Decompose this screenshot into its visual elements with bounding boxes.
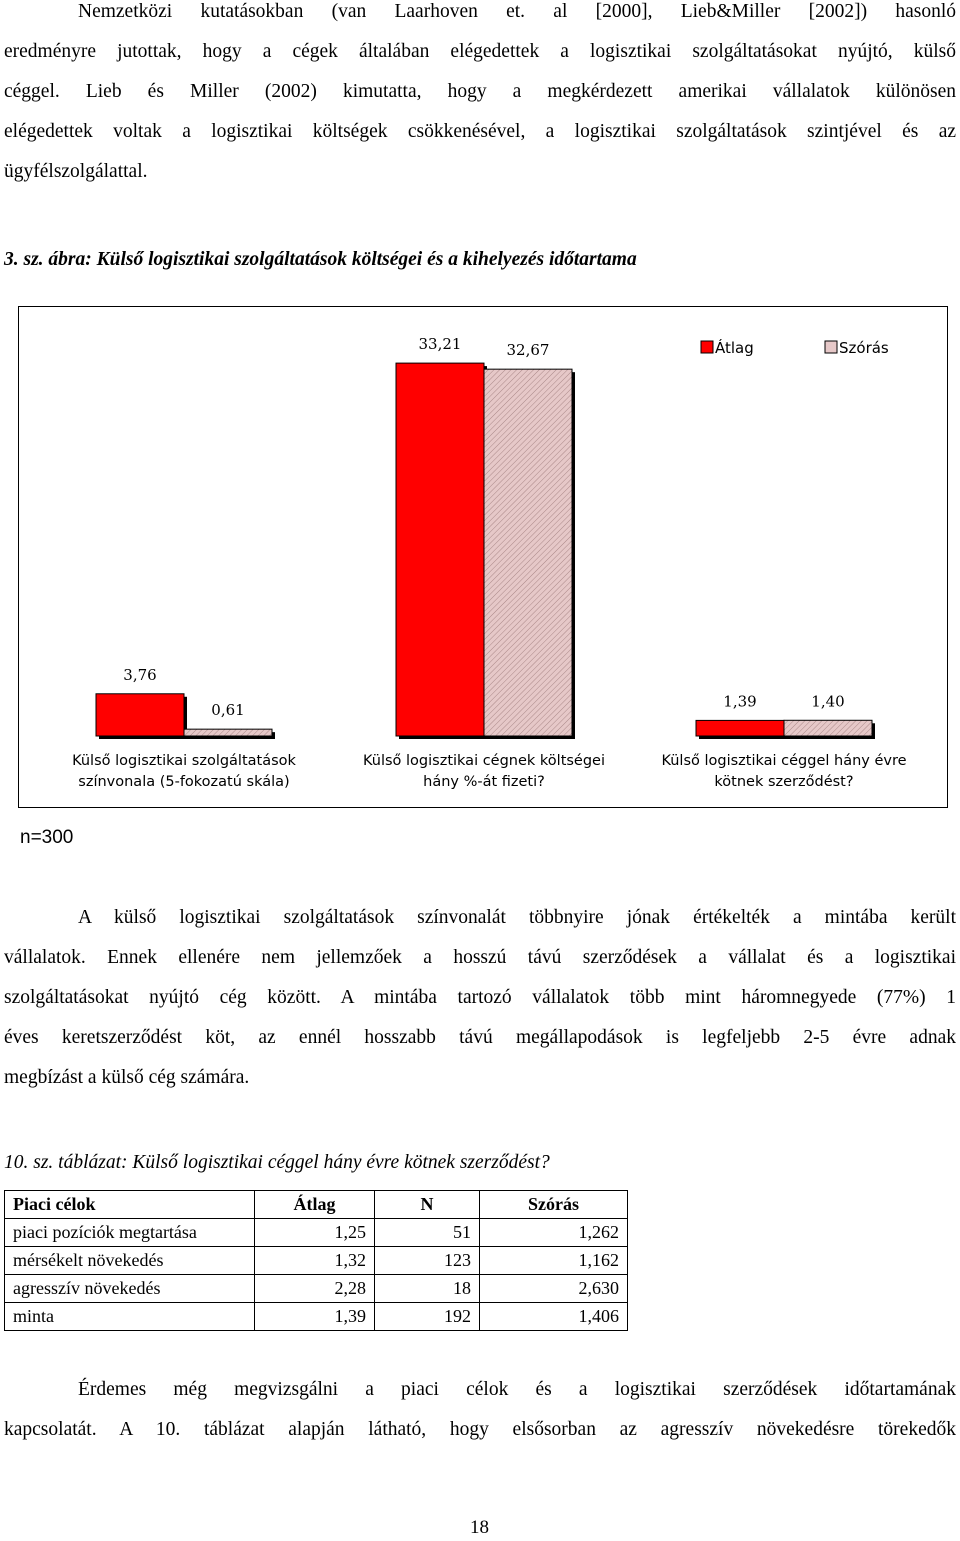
category-label-2: hány %-át fizeti?: [423, 774, 545, 790]
bar-atlag-2: [396, 363, 484, 736]
para2-line-1: A külső logisztikai szolgáltatások színvonalát többnyire jónak értékelték a mintába került: [78, 907, 956, 928]
table-row: [5, 1219, 628, 1247]
legend-label-atlag: Átlag: [715, 339, 754, 357]
table-cell: 1,32: [255, 1247, 375, 1275]
data-label-szoras-1: 0,61: [211, 701, 245, 720]
table-cell: 1,406: [480, 1303, 628, 1331]
legend-label-szoras: Szórás: [839, 339, 889, 357]
page-number: 18: [470, 1517, 489, 1538]
table-cell: 2,630: [480, 1275, 628, 1303]
para1-line-4: elégedettek voltak a logisztikai költségek csökkenésével, a logisztikai szolgáltatások szintjével és az: [4, 121, 956, 142]
legend-swatch-atlag: [701, 341, 713, 353]
category-label-3: Külső logisztikai céggel hány évre: [661, 753, 907, 769]
para3-line-1: Érdemes még megvizsgálni a piaci célok és a logisztikai szerződések időtartamának: [78, 1379, 956, 1400]
legend-swatch-szoras: [825, 341, 837, 353]
paragraph-3: [4, 1370, 956, 1450]
table-header-row: [5, 1191, 628, 1219]
table-row: [5, 1303, 628, 1331]
table-cell: 123: [375, 1247, 480, 1275]
data-table: [4, 1190, 628, 1331]
table-cell: mérsékelt növekedés: [5, 1247, 255, 1275]
para1-line-5: ügyfélszolgálattal.: [4, 161, 148, 182]
figure-caption: 3. sz. ábra: Külső logisztikai szolgáltatások költségei és a kihelyezés időtartama: [4, 249, 637, 270]
category-label-1: színvonala (5-fokozatú skála): [78, 774, 290, 790]
table-row: [5, 1247, 628, 1275]
table-cell: agresszív növekedés: [5, 1275, 255, 1303]
table-cell: 1,39: [255, 1303, 375, 1331]
para3-line-2: kapcsolatát. A 10. táblázat alapján látható, hogy elsősorban az agresszív növekedésre törekedők: [4, 1419, 956, 1440]
para2-line-5: megbízást a külső cég számára.: [4, 1067, 250, 1088]
table-cell: minta: [5, 1303, 255, 1331]
chart-frame: [18, 306, 948, 808]
data-label-szoras-2: 32,67: [506, 341, 550, 360]
para2-line-4: éves keretszerződést köt, az ennél hosszabb távú megállapodások is legfeljebb 2-5 évre adnak: [4, 1027, 956, 1048]
table-cell: piaci pozíciók megtartása: [5, 1219, 255, 1247]
para1-line-3: céggel. Lieb és Miller (2002) kimutatta, hogy a megkérdezett amerikai vállalatok különösen: [4, 81, 956, 102]
category-label-3: kötnek szerződést?: [714, 774, 854, 790]
bar-atlag-3: [696, 720, 784, 736]
table-cell: 1,162: [480, 1247, 628, 1275]
para2-line-3: szolgáltatásokat nyújtó cég között. A mintába tartozó vállalatok több mint háromnegyede (77%) 1: [4, 987, 956, 1008]
table-cell: 192: [375, 1303, 480, 1331]
para2-line-2: vállalatok. Ennek ellenére nem jellemzőek a hosszú távú szerződések a vállalat és a logisztikai: [4, 947, 956, 968]
data-label-szoras-3: 1,40: [811, 692, 845, 711]
data-label-atlag-2: 33,21: [418, 335, 462, 354]
bar-szoras-1: [184, 729, 272, 736]
table-cell: 2,28: [255, 1275, 375, 1303]
table-cell: 1,262: [480, 1219, 628, 1247]
table-row: [5, 1275, 628, 1303]
data-label-atlag-1: 3,76: [123, 665, 157, 684]
table-cell: 51: [375, 1219, 480, 1247]
table-cell: 18: [375, 1275, 480, 1303]
paragraph-1: [4, 0, 956, 192]
sample-size-note: n=300: [20, 827, 74, 848]
header-n: N: [375, 1191, 480, 1219]
data-label-atlag-3: 1,39: [723, 692, 757, 711]
header-atlag: Átlag: [255, 1191, 375, 1219]
para1-line-2: eredményre jutottak, hogy a cégek általában elégedettek a logisztikai szolgáltatásokat nyújtó, külső: [4, 41, 956, 62]
bar-atlag-1: [96, 694, 184, 736]
header-szoras: Szórás: [480, 1191, 628, 1219]
paragraph-2: [4, 898, 956, 1098]
para1-line-1: Nemzetközi kutatásokban (van Laarhoven et. al [2000], Lieb&Miller [2002]) hasonló: [78, 1, 956, 22]
header-piaci-celok: Piaci célok: [5, 1191, 255, 1219]
table-caption: 10. sz. táblázat: Külső logisztikai céggel hány évre kötnek szerződést?: [4, 1152, 550, 1173]
bar-szoras-2: [484, 369, 572, 736]
category-label-1: Külső logisztikai szolgáltatások: [72, 753, 296, 769]
bar-chart: [19, 307, 949, 809]
table-cell: 1,25: [255, 1219, 375, 1247]
bar-szoras-3: [784, 720, 872, 736]
category-label-2: Külső logisztikai cégnek költségei: [362, 753, 606, 769]
